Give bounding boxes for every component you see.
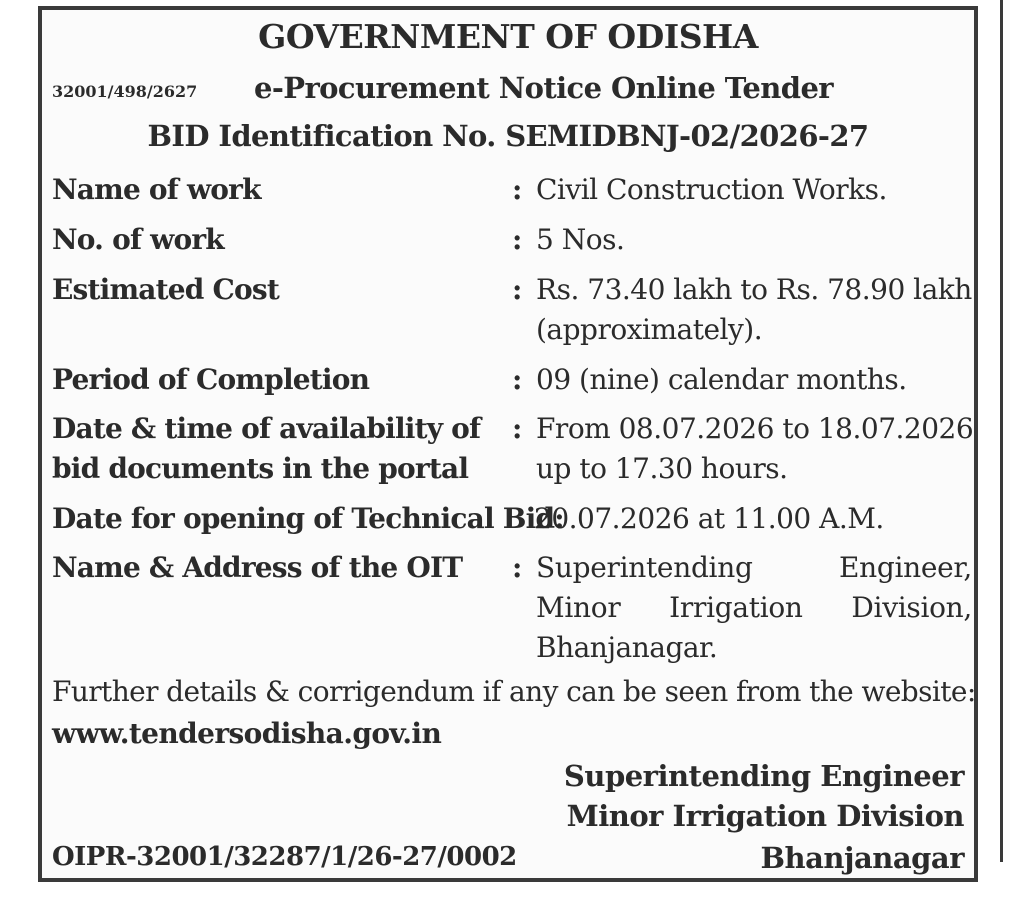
reference-number: 32001/498/2627 xyxy=(52,82,198,101)
page-edge-rule xyxy=(1000,0,1003,862)
name-of-work-label: Name of work xyxy=(52,173,261,206)
oit-label: Name & Address of the OIT xyxy=(52,551,463,584)
signatory-division: Minor Irrigation Division xyxy=(566,799,964,833)
tender-notice xyxy=(38,6,978,882)
availability-label-cont: bid documents in the portal xyxy=(52,452,469,485)
availability-value-cont: up to 17.30 hours. xyxy=(536,452,788,485)
colon: : xyxy=(512,412,523,445)
oipr-number: OIPR-32001/32287/1/26-27/0002 xyxy=(52,842,517,872)
signatory-title: Superintending Engineer xyxy=(563,759,964,793)
period-value: 09 (nine) calendar months. xyxy=(536,363,907,396)
notice-title: GOVERNMENT OF ODISHA xyxy=(258,17,758,56)
oit-value-line3: Bhanjanagar. xyxy=(536,631,718,664)
oit-word: Minor xyxy=(536,591,621,624)
technical-bid-value: 20.07.2026 at 11.00 A.M. xyxy=(534,502,884,535)
colon: : xyxy=(512,223,523,256)
period-label: Period of Completion xyxy=(52,363,370,396)
colon: : xyxy=(512,363,523,396)
further-details: Further details & corrigendum if any can be seen from the website: xyxy=(52,675,976,708)
signatory-location: Bhanjanagar xyxy=(760,841,964,875)
estimated-cost-value-cont: (approximately). xyxy=(536,313,763,346)
oit-value-line2 xyxy=(536,591,972,624)
oit-word: Superintending xyxy=(536,551,753,584)
availability-label: Date & time of availability of xyxy=(52,412,481,445)
notice-subtitle: e-Procurement Notice Online Tender xyxy=(254,71,833,105)
estimated-cost-value: Rs. 73.40 lakh to Rs. 78.90 lakh xyxy=(536,273,972,306)
oit-word: Division, xyxy=(851,591,972,624)
bid-identification: BID Identification No. SEMIDBNJ-02/2026-27 xyxy=(147,119,869,153)
no-of-work-value: 5 Nos. xyxy=(536,223,625,256)
no-of-work-label: No. of work xyxy=(52,223,224,256)
website-link[interactable]: www.tendersodisha.gov.in xyxy=(52,717,442,750)
colon: : xyxy=(512,273,523,306)
oit-word: Irrigation xyxy=(669,591,803,624)
name-of-work-value: Civil Construction Works. xyxy=(536,173,887,206)
availability-value: From 08.07.2026 to 18.07.2026 xyxy=(536,412,974,445)
oit-word: Engineer, xyxy=(838,551,972,584)
technical-bid-label: Date for opening of Technical Bid: xyxy=(52,502,564,535)
colon: : xyxy=(512,551,523,584)
estimated-cost-label: Estimated Cost xyxy=(52,273,279,306)
oit-value-line1 xyxy=(536,551,972,584)
colon: : xyxy=(512,173,523,206)
